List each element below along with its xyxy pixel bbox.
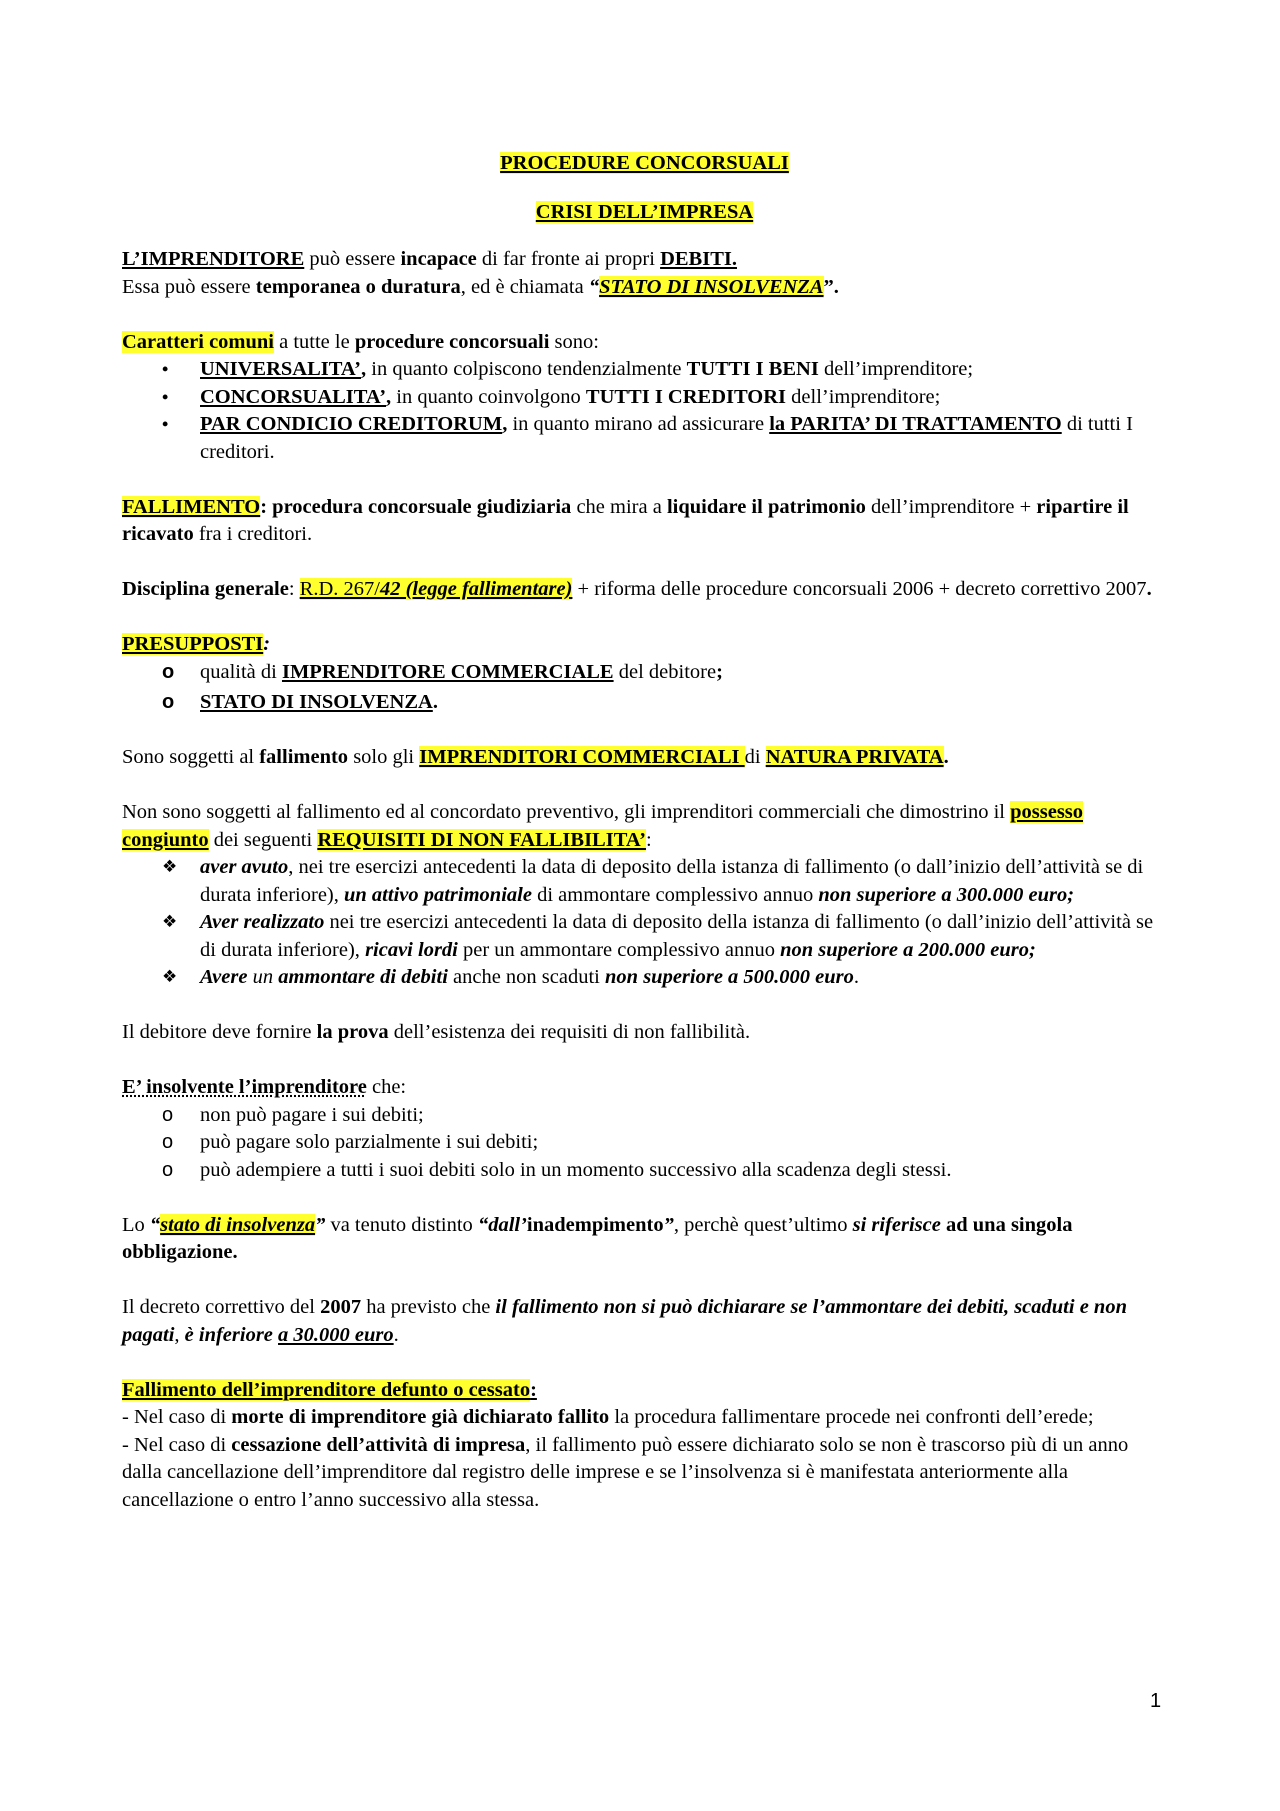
bullet-icon: • [162, 386, 169, 407]
list-item: • UNIVERSALITA’, in quanto colpiscono tendenzialmente TUTTI I BENI dell’imprenditore; [122, 356, 1167, 384]
main-title: PROCEDURE CONCORSUALI [500, 152, 789, 174]
list-item: o può pagare solo parzialmente i sui debiti; [122, 1129, 1167, 1157]
list-item: o può adempiere a tutti i suoi debiti solo in un momento successivo alla scadenza degli stessi. [122, 1157, 1167, 1185]
paragraph-cessazione: - Nel caso di cessazione dell’attività di impresa, il fallimento può essere dichiarato solo se non è trascorso più di un anno dalla cancellazione dell’imprenditore dal registro delle imprese e se l’insolvenza si è manifestata anteriormente alla cancellazione o entro l’anno successivo alla stessa. [122, 1433, 1129, 1511]
paragraph-non-soggetti: Non sono soggetti al fallimento ed al concordato preventivo, gli imprenditori commerciali che dimostrino il possesso congiunto dei seguenti REQUISITI DI NON FALLIBILITA’: [122, 801, 1084, 851]
bullet-icon: • [162, 414, 169, 434]
paragraph-insolvenza: Essa può essere temporanea o duratura, ed è chiamata “STATO DI INSOLVENZA”. [122, 275, 839, 298]
page-number: 1 [1150, 1690, 1162, 1712]
paragraph-caratteri: Caratteri comuni a tutte le procedure concorsuali sono: [122, 330, 599, 353]
bullet-icon: • [162, 359, 169, 379]
paragraph-stato-insolvenza: Lo “stato di insolvenza” va tenuto distinto “dall’inadempimento”, perchè quest’ultimo si riferisce ad una singola obbligazione. [122, 1213, 1073, 1263]
presupposti-list [122, 659, 1167, 717]
paragraph-soggetti: Sono soggetti al fallimento solo gli IMPRENDITORI COMMERCIALI di NATURA PRIVATA. [122, 746, 949, 768]
requisiti-list [122, 854, 1167, 992]
paragraph-imprenditore: L’IMPRENDITORE può essere incapace di far fronte ai propri DEBITI. [122, 248, 737, 270]
paragraph-insolvente: E’ insolvente l’imprenditore che: [122, 1076, 407, 1098]
caratteri-list [122, 356, 1167, 466]
list-item: • CONCORSUALITA’, in quanto coinvolgono TUTTI I CREDITORI dell’imprenditore; [122, 384, 1167, 412]
circle-bullet-icon: o [162, 1158, 174, 1181]
paragraph-fallimento: FALLIMENTO: procedura concorsuale giudiziaria che mira a liquidare il patrimonio dell’imprenditore + ripartire il ricavato fra i creditori. [122, 495, 1129, 545]
title-crisi [122, 199, 1167, 227]
circle-bullet-icon: o [162, 691, 175, 713]
list-item: o STATO DI INSOLVENZA. [122, 689, 1167, 717]
list-item: o qualità di IMPRENDITORE COMMERCIALE del debitore; [122, 659, 1167, 687]
diamond-bullet-icon: ❖ [162, 967, 178, 987]
list-item: ❖ Aver realizzato nei tre esercizi antecedenti la data di deposito della istanza di fallimento (o dall’inizio dell’attività se di durata inferiore), ricavi lordi per un ammontare complessivo annuo non superiore a 200.000 euro; [162, 911, 1154, 961]
paragraph-disciplina: Disciplina generale: R.D. 267/42 (legge fallimentare) + riforma delle procedure concorsuali 2006 + decreto correttivo 2007. [122, 578, 1152, 600]
circle-bullet-icon: o [162, 660, 175, 683]
title-procedure [122, 150, 1167, 178]
document-page [122, 150, 1167, 1514]
paragraph-presupposti: PRESUPPOSTI: [122, 633, 271, 655]
list-item: • PAR CONDICIO CREDITORUM, in quanto mirano ad assicurare la PARITA’ DI TRATTAMENTO di tutti I creditori. [162, 413, 1133, 463]
circle-bullet-icon: o [162, 1103, 174, 1126]
circle-bullet-icon: o [162, 1131, 174, 1153]
diamond-bullet-icon: ❖ [162, 857, 178, 877]
insolvente-list [122, 1102, 1167, 1185]
list-item: o non può pagare i sui debiti; [122, 1102, 1167, 1130]
paragraph-defunto-heading: Fallimento dell’imprenditore defunto o cessato: [122, 1378, 537, 1401]
paragraph-prova: Il debitore deve fornire la prova dell’esistenza dei requisiti di non fallibilità. [122, 1021, 751, 1043]
list-item: ❖ Avere un ammontare di debiti anche non scaduti non superiore a 500.000 euro. [122, 964, 1167, 992]
paragraph-morte: - Nel caso di morte di imprenditore già dichiarato fallito la procedura fallimentare procede nei confronti dell’erede; [122, 1406, 1094, 1428]
diamond-bullet-icon: ❖ [162, 912, 178, 932]
subtitle: CRISI DELL’IMPRESA [535, 200, 754, 223]
paragraph-decreto: Il decreto correttivo del 2007 ha previsto che il fallimento non si può dichiarare se l’ammontare dei debiti, scaduti e non pagati, è inferiore a 30.000 euro. [122, 1296, 1127, 1346]
list-item: ❖ aver avuto, nei tre esercizi antecedenti la data di deposito della istanza di fallimento (o dall’inizio dell’attività se di durata inferiore), un attivo patrimoniale di ammontare complessivo annuo non superiore a 300.000 euro; [162, 856, 1144, 906]
